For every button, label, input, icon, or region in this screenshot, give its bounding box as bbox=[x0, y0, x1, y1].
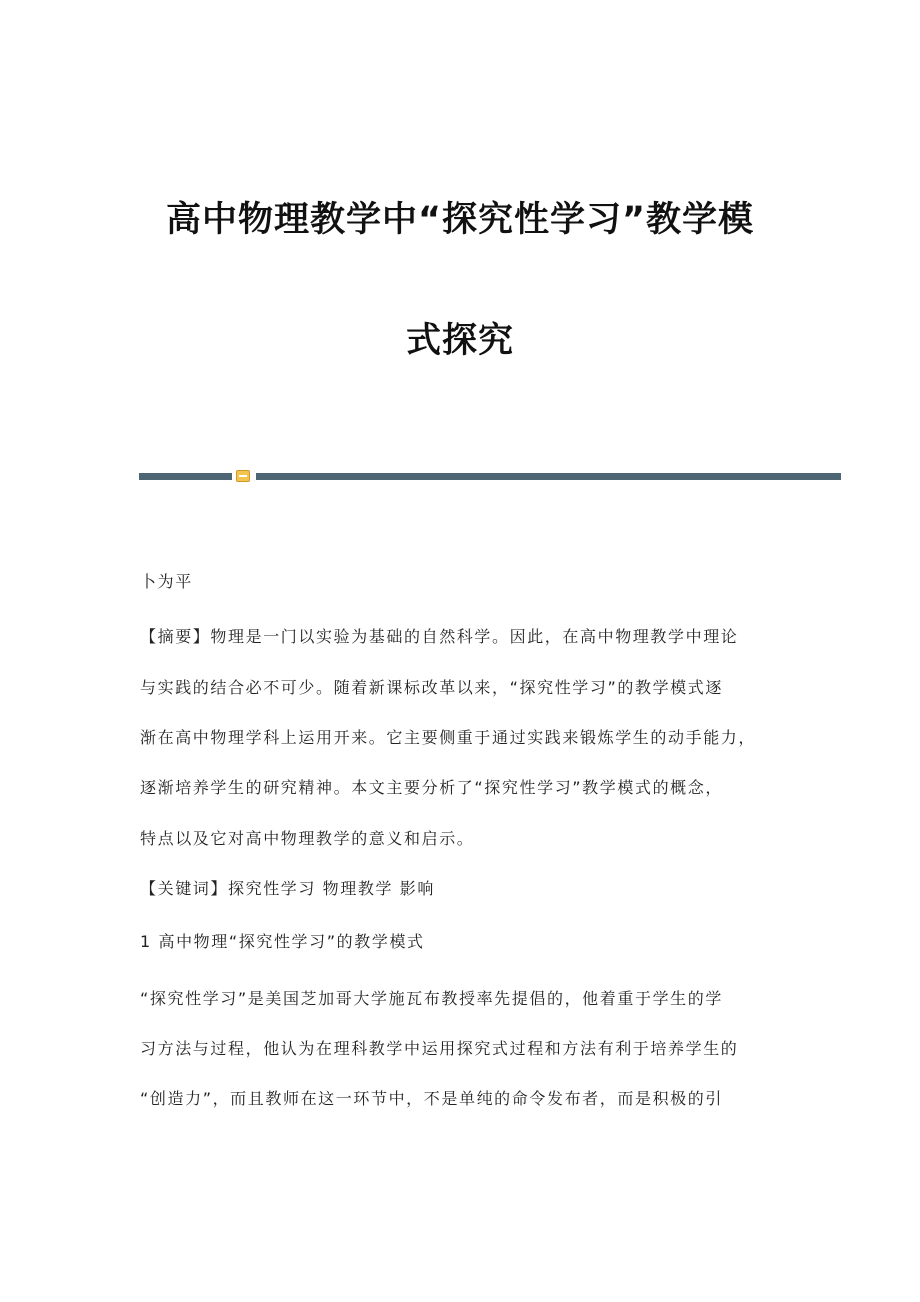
body-line: “探究性学习”是美国芝加哥大学施瓦布教授率先提倡的，他着重于学生的学 bbox=[140, 989, 723, 1008]
abstract-line: 特点以及它对高中物理教学的意义和启示。 bbox=[140, 829, 475, 848]
body-line: 习方法与过程，他认为在理科教学中运用探究式过程和方法有利于培养学生的 bbox=[140, 1039, 739, 1058]
body-line: “创造力”，而且教师在这一环节中，不是单纯的命令发布者，而是积极的引 bbox=[140, 1089, 723, 1108]
document-title-line-2: 式探究 bbox=[405, 321, 514, 361]
divider-bar-left bbox=[139, 473, 232, 480]
envelope-icon bbox=[236, 470, 250, 482]
abstract-line: 与实践的结合必不可少。随着新课标改革以来，“探究性学习”的教学模式逐 bbox=[140, 678, 723, 697]
author-name: 卜为平 bbox=[140, 572, 193, 591]
divider-bar-right bbox=[256, 473, 841, 480]
section-heading: 1 高中物理“探究性学习”的教学模式 bbox=[140, 932, 425, 951]
abstract-line: 渐在高中物理学科上运用开来。它主要侧重于通过实践来锻炼学生的动手能力， bbox=[140, 728, 757, 747]
abstract-line: 逐渐培养学生的研究精神。本文主要分析了“探究性学习”教学模式的概念， bbox=[140, 778, 723, 797]
document-title-line-1: 高中物理教学中“探究性学习”教学模 bbox=[165, 200, 754, 240]
keywords: 【关键词】探究性学习 物理教学 影响 bbox=[140, 879, 435, 898]
title-divider bbox=[139, 470, 841, 482]
abstract-line: 【摘要】物理是一门以实验为基础的自然科学。因此，在高中物理教学中理论 bbox=[140, 627, 739, 646]
